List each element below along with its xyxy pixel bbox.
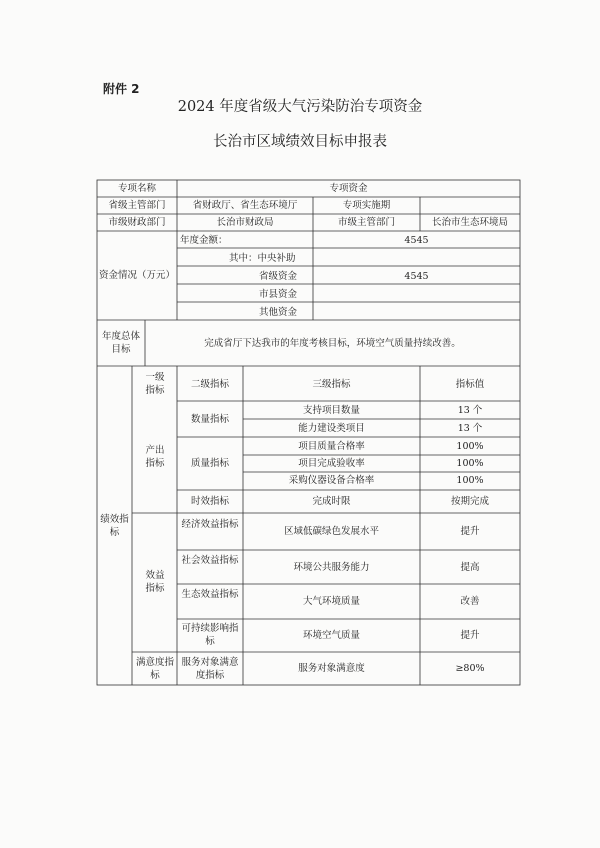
quality-indicator-label: 质量指标 xyxy=(190,458,229,469)
city-dept-label: 市级主管部门 xyxy=(337,217,395,228)
indicator-value: 提升 xyxy=(460,630,480,641)
annual-amount-label: 年度金额： xyxy=(180,235,228,246)
provincial-funds-value: 4545 xyxy=(404,271,429,282)
other-funds-label: 其他资金 xyxy=(259,307,298,318)
indicator-value: ≥80% xyxy=(455,663,485,674)
indicator-name: 大气环境质量 xyxy=(302,596,360,607)
satisfaction-indicator-label: 满意度指标 xyxy=(136,657,175,681)
province-dept-label: 省级主管部门 xyxy=(108,200,166,211)
col-level2-header: 二级指标 xyxy=(190,379,229,390)
col-value-header: 指标值 xyxy=(455,379,485,390)
document-subtitle: 长治市区域绩效目标申报表 xyxy=(213,134,387,150)
indicator-name: 区域低碳绿色发展水平 xyxy=(283,526,379,537)
city-finance-label: 市级财政部门 xyxy=(108,217,166,228)
indicator-name: 项目完成验收率 xyxy=(298,458,365,469)
sustainable-impact-label: 可持续影响指标 xyxy=(181,623,239,647)
timeliness-indicator-label: 时效指标 xyxy=(190,496,229,507)
economic-benefit-label: 经济效益指标 xyxy=(181,519,239,530)
attachment-label: 附件 2 xyxy=(103,82,140,96)
social-benefit-label: 社会效益指标 xyxy=(181,555,239,566)
quantity-indicator-label: 数量指标 xyxy=(190,414,229,425)
annual-goal-text: 完成省厅下达我市的年度考核目标，环境空气质量持续改善。 xyxy=(204,338,461,349)
col-level3-header: 三级指标 xyxy=(312,379,351,390)
indicator-name: 支持项目数量 xyxy=(302,405,360,416)
indicator-name: 环境公共服务能力 xyxy=(293,562,370,573)
indicator-name: 采购仪器设备合格率 xyxy=(288,475,375,486)
project-name-label: 专项名称 xyxy=(117,183,156,194)
indicator-value: 100% xyxy=(456,475,484,486)
indicator-name: 项目质量合格率 xyxy=(298,441,365,452)
service-satisfaction-label: 服务对象满意度指标 xyxy=(181,657,239,681)
indicator-value: 按期完成 xyxy=(450,496,489,507)
indicator-value: 提高 xyxy=(460,562,480,573)
indicator-value: 100% xyxy=(456,441,484,452)
indicator-value: 改善 xyxy=(460,596,480,607)
ecological-benefit-label: 生态效益指标 xyxy=(181,589,239,600)
indicator-name: 完成时限 xyxy=(312,496,351,507)
benefit-indicator-label: 效益指标 xyxy=(145,570,165,594)
project-name-value: 专项资金 xyxy=(329,183,368,194)
indicator-name: 能力建设类项目 xyxy=(298,423,365,434)
provincial-funds-label: 省级资金 xyxy=(259,271,298,282)
annual-amount-value: 4545 xyxy=(404,235,429,246)
document-title: 2024 年度省级大气污染防治专项资金 xyxy=(177,99,423,115)
indicator-value: 100% xyxy=(456,458,484,469)
performance-label: 绩效指标 xyxy=(100,514,129,538)
annual-goal-label: 年度总体目标 xyxy=(101,331,140,355)
indicator-name: 环境空气质量 xyxy=(302,630,360,641)
central-subsidy-label: 其中：中央补助 xyxy=(229,253,296,264)
funds-label: 资金情况（万元） xyxy=(98,270,175,281)
indicator-value: 提升 xyxy=(460,526,480,537)
indicator-name: 服务对象满意度 xyxy=(298,663,365,674)
period-label: 专项实施期 xyxy=(342,200,391,211)
county-funds-label: 市县资金 xyxy=(259,289,298,300)
province-dept-value: 省财政厅、省生态环境厅 xyxy=(192,200,298,211)
city-dept-value: 长治市生态环境局 xyxy=(431,217,508,228)
col-level1-header: 一级指标 xyxy=(145,372,165,396)
output-indicator-label: 产出指标 xyxy=(145,445,165,469)
city-finance-value: 长治市财政局 xyxy=(216,217,274,228)
indicator-value: 13 个 xyxy=(457,423,483,434)
indicator-value: 13 个 xyxy=(457,405,483,416)
